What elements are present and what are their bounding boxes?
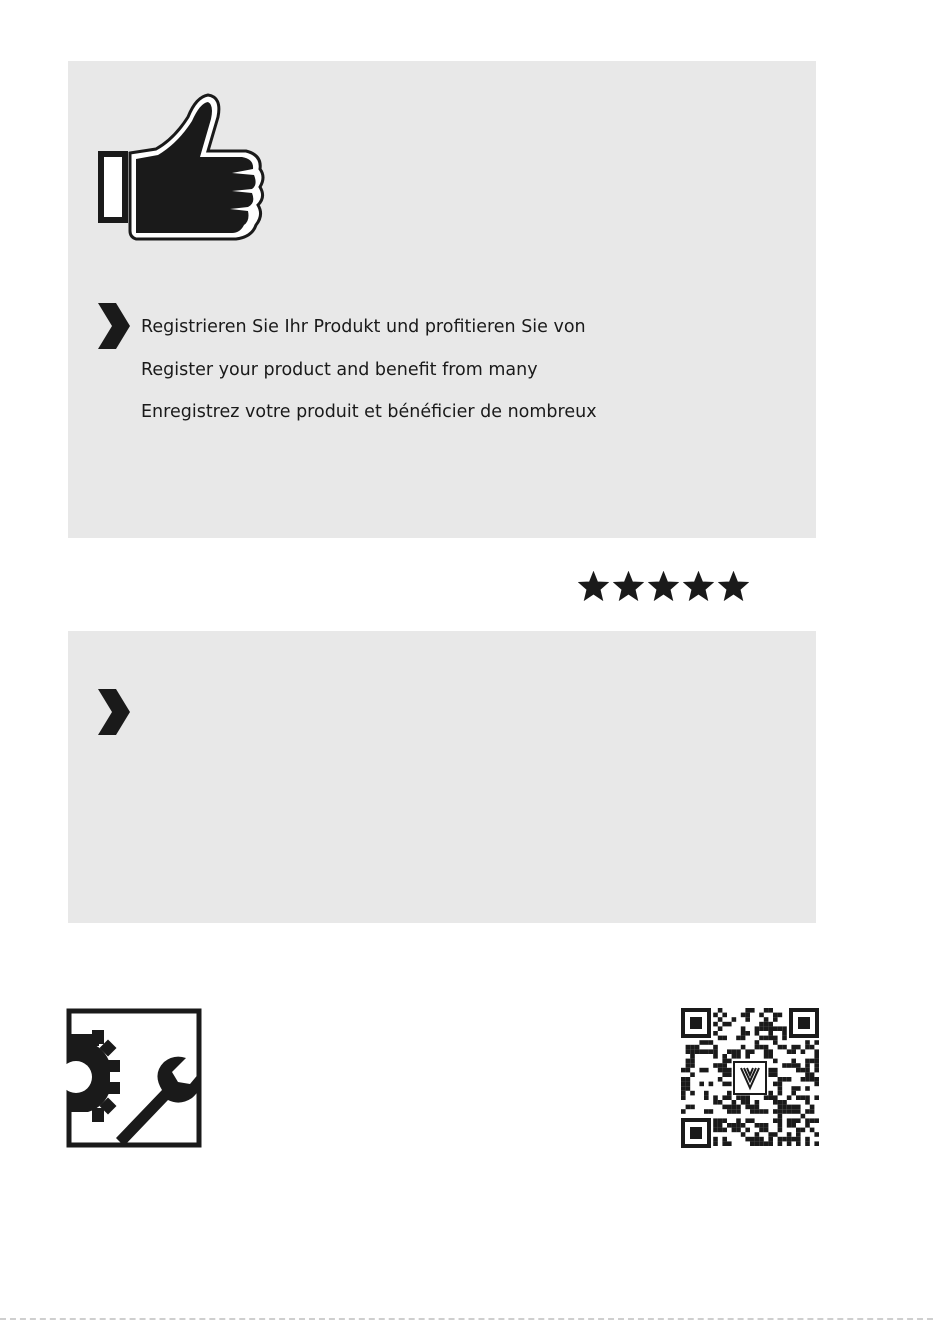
- registration-text-en: Register your product and benefit from many: [141, 360, 538, 380]
- info-panel: [68, 631, 816, 923]
- registration-text-fr: Enregistrez votre produit et bénéficier de nombreux: [141, 402, 597, 422]
- registration-panel: [68, 61, 816, 538]
- bottom-rule: [0, 1318, 933, 1320]
- gear-wrench-icon: [66, 1008, 202, 1148]
- star-icon: [718, 571, 749, 601]
- chevron-right-icon: [96, 303, 132, 349]
- chevron-right-icon: [96, 689, 132, 735]
- registration-text-de: Registrieren Sie Ihr Produkt und profitieren Sie von: [141, 317, 586, 337]
- star-rating: [578, 571, 750, 601]
- qr-code: [681, 1008, 819, 1148]
- star-icon: [683, 571, 714, 601]
- star-icon: [648, 571, 679, 601]
- thumbs-up-icon: [96, 89, 266, 249]
- star-icon: [613, 571, 644, 601]
- star-icon: [578, 571, 609, 601]
